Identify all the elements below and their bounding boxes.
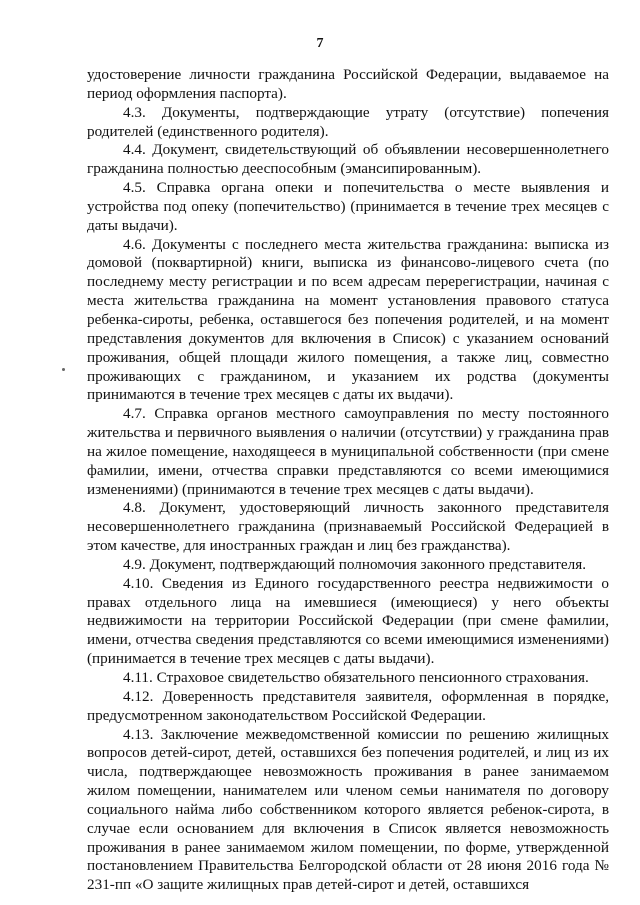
paragraph-4-9: 4.9. Документ, подтверждающий полномочия законного представителя. — [123, 555, 587, 573]
document-body — [87, 66, 609, 895]
margin-mark — [62, 368, 65, 371]
paragraph-4-8: 4.8. Документ, удостоверяющий личность законного представителя несовершеннолетнего гражданина (признаваемый Российской Федерацией в этом качестве, для иностранных граждан и лиц без гражданства). — [87, 499, 609, 555]
paragraph-4-7: 4.7. Справка органов местного самоуправления по месту постоянного жительства и первичного выявления о наличии (отсутствии) у гражданина прав на жилое помещение, находящееся в муниципальной собственности (при смене фамилии, имени, отчества справки представляются со всеми имеющимися изменениями) (принимаются в течение трех месяцев с даты выдачи). — [87, 405, 609, 498]
paragraph-4-12: 4.12. Доверенность представителя заявителя, оформленная в порядке, предусмотренном законодательством Российской Федерации. — [87, 687, 609, 724]
paragraph-4-13: 4.13. Заключение межведомственной комиссии по решению жилищных вопросов детей-сирот, детей, оставшихся без попечения родителей, и лиц из их числа, подтверждающее невозможность проживания в ранее занимаемом жилом помещении, нанимателем или членом семьи нанимателя по договору социального найма либо собственником которого является ребенок-сирота, в случае если основанием для включения в Список является невозможность проживания в ранее занимаемом жилом помещении, по форме, утвержденной постановлением Правительства Белгородской области от 28 июня 2016 года № 231-пп «О защите жилищных прав детей-сирот и детей, оставшихся — [87, 725, 609, 894]
paragraph-4-5: 4.5. Справка органа опеки и попечительства о месте выявления и устройства под опеку (попечительство) (принимается в течение трех месяцев с даты выдачи). — [87, 179, 609, 234]
page-number: 7 — [316, 36, 324, 51]
paragraph-4-10: 4.10. Сведения из Единого государственного реестра недвижимости о правах отдельного лица на имевшиеся (имеющиеся) у него объекты недвижимости на территории Российской Федерации (при смене фамилии, имени, отчества сведения представляются со всеми имеющимися изменениями) (принимается в течение трех месяцев с даты выдачи). — [87, 574, 609, 668]
paragraph-4-11: 4.11. Страховое свидетельство обязательного пенсионного страхования. — [123, 669, 589, 686]
paragraph-continuation: удостоверение личности гражданина Российской Федерации, выдаваемое на период оформления паспорта). — [87, 66, 609, 102]
paragraph-4-6: 4.6. Документы с последнего места жительства гражданина: выписка из домовой (поквартирной) книги, выписка из финансово-лицевого счета (по последнему месту регистрации и по всем адресам перерегистрации, начиная с места жительства гражданина на момент установления правового статуса ребенка-сироты, ребенка, оставшегося без попечения родителей, и на момент представления документов для включения в Список) с указанием оснований проживания, общей площади жилого помещения, а также лиц, совместно проживающих с гражданином, и указанием их родства (документы принимаются в течение трех месяцев с даты их выдачи). — [87, 235, 609, 404]
paragraph-4-3: 4.3. Документы, подтверждающие утрату (отсутствие) попечения родителей (единственного родителя). — [87, 103, 609, 140]
paragraph-4-4: 4.4. Документ, свидетельствующий об объявлении несовершеннолетнего гражданина полностью дееспособным (эмансипированным). — [87, 141, 609, 178]
